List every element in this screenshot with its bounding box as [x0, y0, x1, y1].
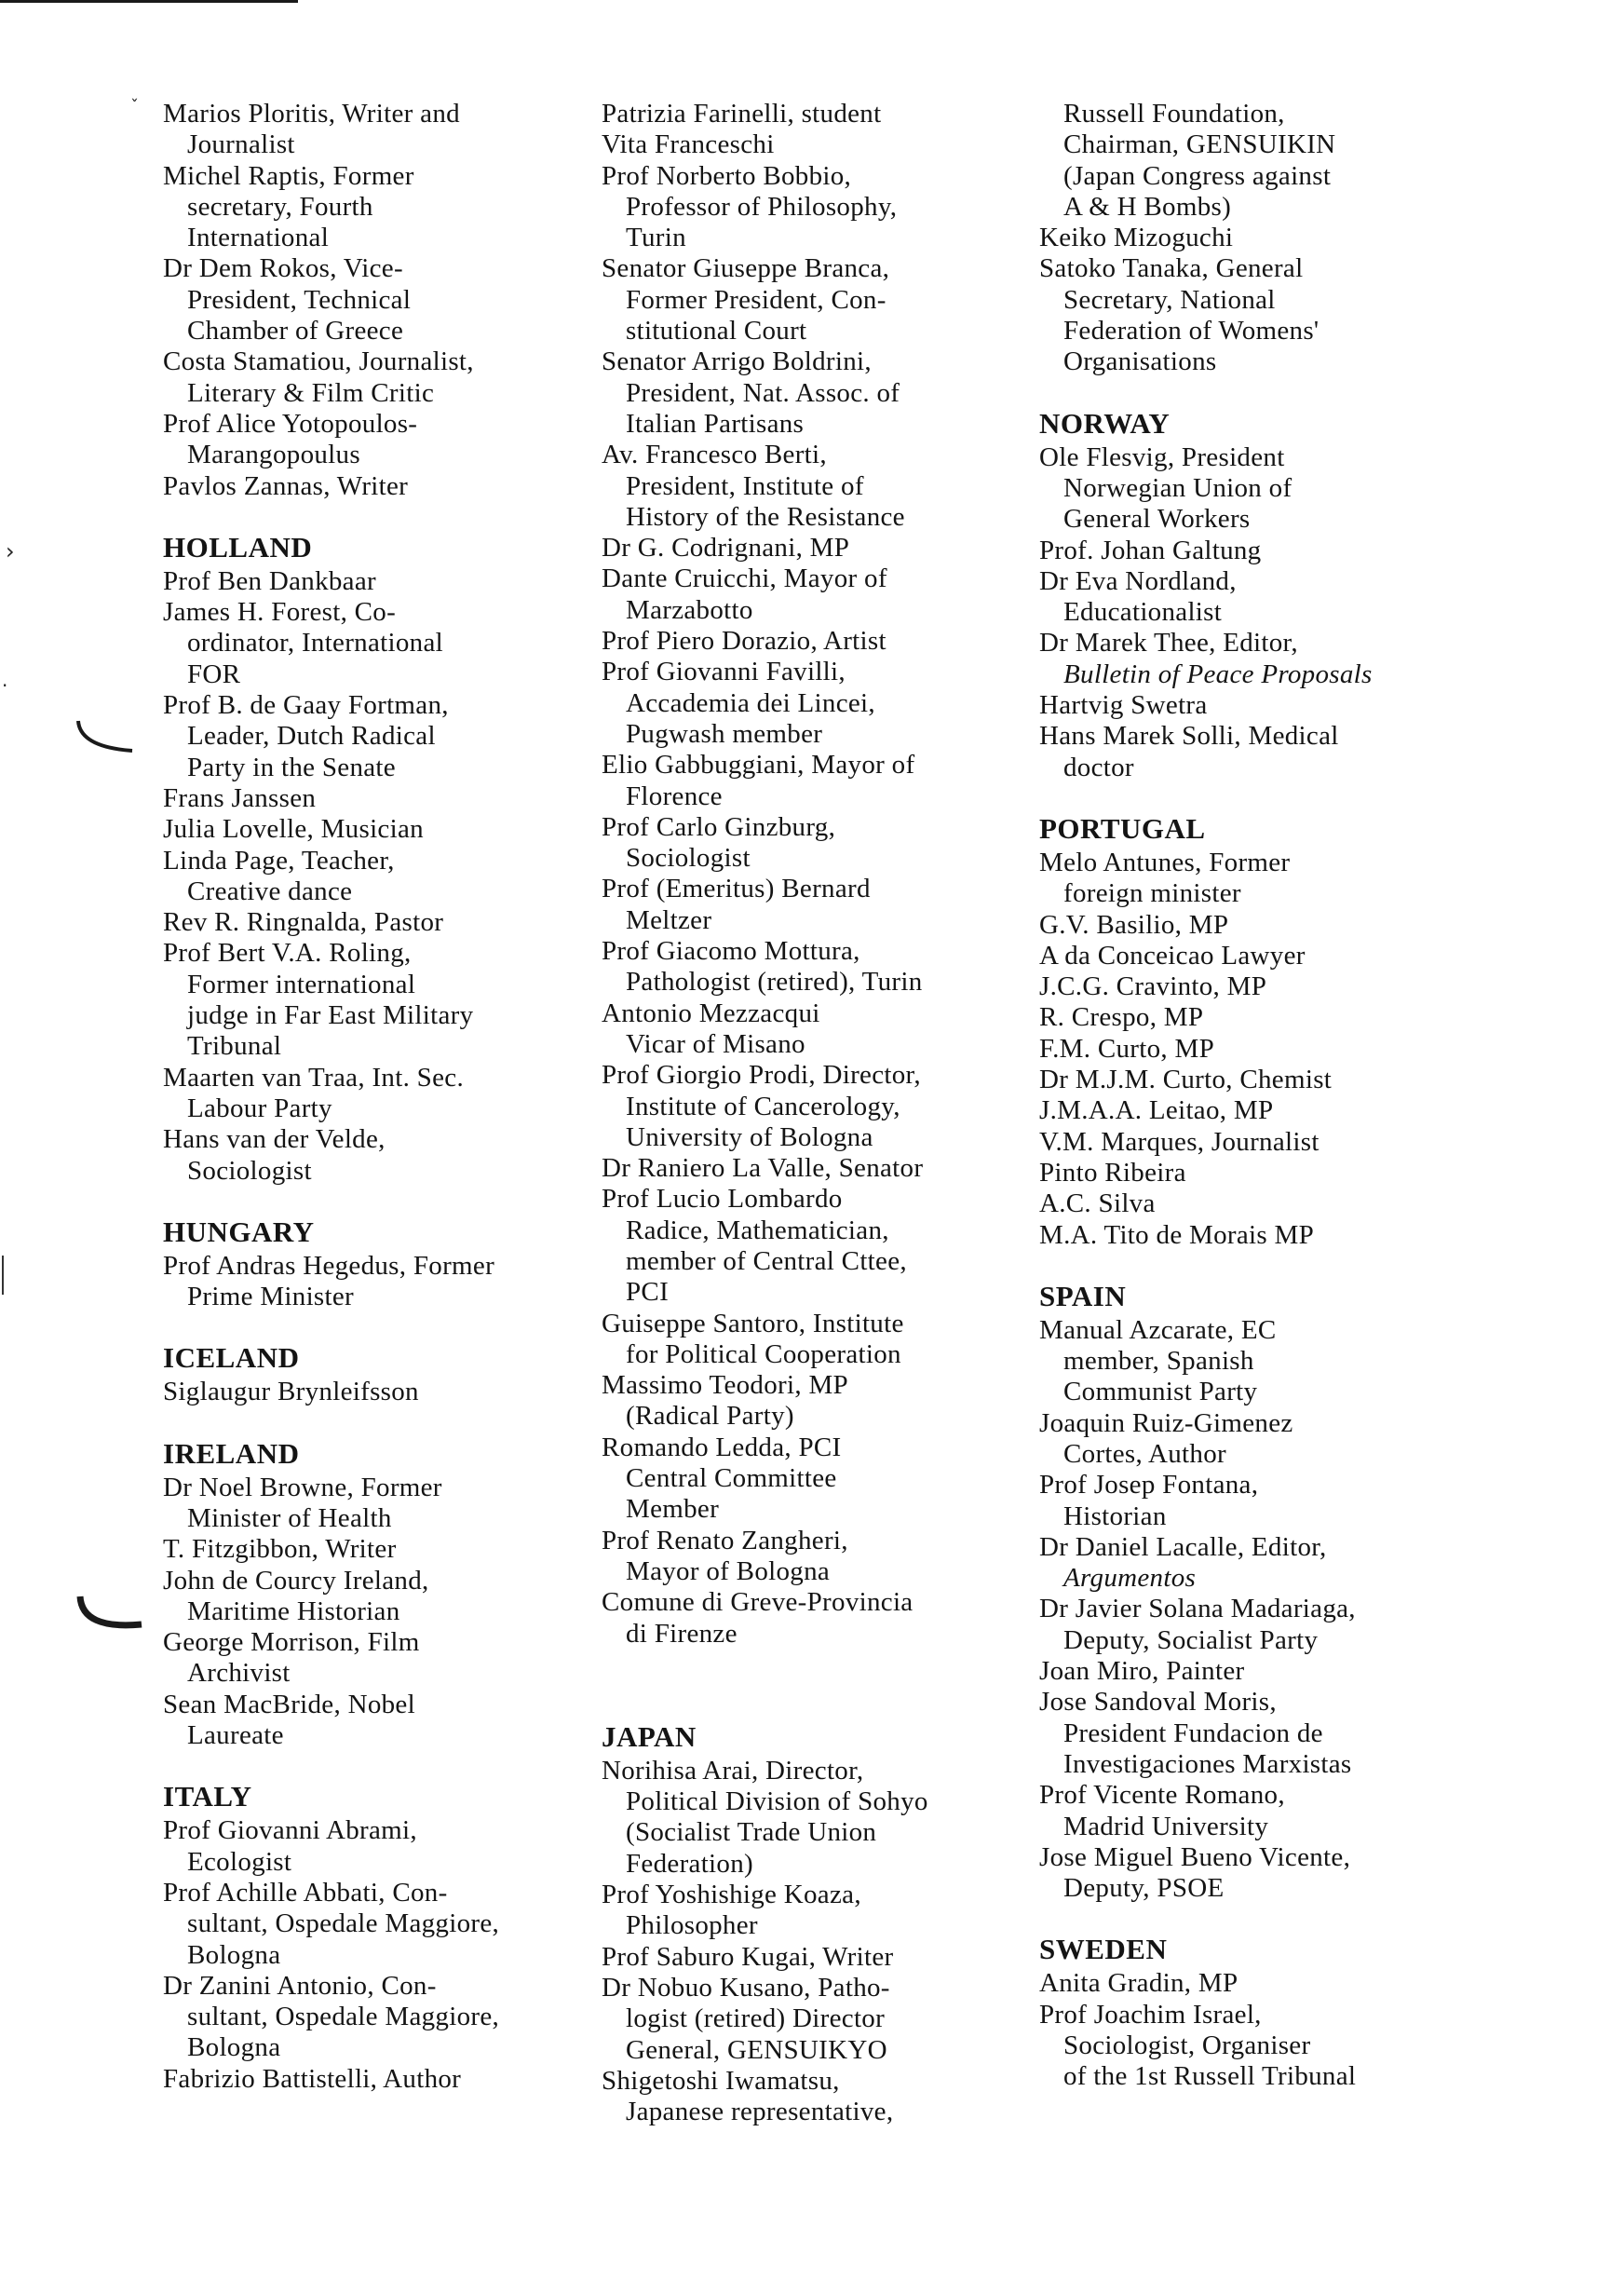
country-heading: HUNGARY — [163, 1215, 315, 1248]
signatory-name-line: Hans van der Velde, — [163, 1124, 386, 1155]
signatory-entry — [163, 1377, 577, 1407]
signatory-detail-line: Mayor of Bologna — [626, 1555, 831, 1586]
signatory-detail-line: foreign minister — [1063, 878, 1241, 909]
signatory-entry — [602, 1184, 1016, 1308]
signatory-name-line: Costa Stamatiou, Journalist, — [163, 346, 474, 377]
signatory-name-line: Dr G. Codrignani, MP — [602, 533, 850, 564]
signatory-detail-line: Historian — [1063, 1501, 1167, 1531]
signatory-detail-line: (Socialist Trade Union — [626, 1817, 877, 1848]
signatory-name-line: Elio Gabbuggiani, Mayor of — [602, 750, 915, 781]
signatory-detail-line: Deputy, PSOE — [1063, 1873, 1225, 1904]
signatory-detail-line: University of Bologna — [626, 1121, 873, 1152]
signatory-name-line: Dr M.J.M. Curto, Chemist — [1039, 1065, 1333, 1095]
margin-rule — [2, 1256, 4, 1295]
signatory-entry — [163, 1251, 577, 1313]
signatory-entry — [1039, 941, 1449, 971]
signatory-entry — [163, 99, 577, 161]
signatory-name-line: J.M.A.A. Leitao, MP — [1039, 1095, 1274, 1126]
signatory-name-line: Senator Giuseppe Branca, — [602, 253, 890, 284]
signatory-name-line: Dr Javier Solana Madariaga, — [1039, 1594, 1356, 1624]
signatory-detail-line: Leader, Dutch Radical — [187, 721, 436, 752]
signatory-entry — [602, 1309, 1016, 1371]
signatory-entry — [602, 1526, 1016, 1588]
signatory-entry — [163, 907, 577, 938]
signatory-entry — [163, 1627, 577, 1690]
signatory-entry — [602, 1060, 1016, 1153]
signatory-detail-line: Ecologist — [187, 1846, 292, 1877]
signatory-detail-line: for Political Cooperation — [626, 1338, 901, 1369]
signatory-entry — [163, 846, 577, 908]
signatory-name-line: Satoko Tanaka, General — [1039, 253, 1304, 284]
signatory-entry — [602, 1153, 1016, 1184]
signatory-name-line: Melo Antunes, Former — [1039, 847, 1291, 877]
signatory-name-line: Dr Raniero La Valle, Senator — [602, 1153, 924, 1184]
signatory-name-line: Comune di Greve-Provincia — [602, 1587, 914, 1618]
signatory-entry — [1039, 721, 1449, 783]
signatory-detail-line: judge in Far East Military — [187, 1000, 474, 1031]
signatory-detail-line: of the 1st Russell Tribunal — [1063, 2061, 1357, 2092]
signatory-entry — [602, 1587, 1016, 1650]
signatory-entry — [602, 657, 1016, 750]
signatory-detail-line: A & H Bombs) — [1063, 191, 1232, 222]
signatory-name-line: Prof Norberto Bobbio, — [602, 160, 852, 191]
signatory-detail-line: Florence — [626, 781, 723, 811]
section-portugal — [1039, 812, 1449, 1251]
signatory-name-line: Pavlos Zannas, Writer — [163, 470, 409, 501]
signatory-entry — [1039, 1687, 1449, 1780]
signatory-detail-line: Laureate — [187, 1720, 284, 1751]
signatory-detail-line: Minister of Health — [187, 1502, 392, 1533]
signatory-name-line: Vita Franceschi — [602, 129, 775, 160]
signatory-detail-line: Educationalist — [1063, 597, 1223, 628]
signatory-name-line: Prof Ben Dankbaar — [163, 565, 376, 596]
signatory-entry — [602, 2066, 1016, 2128]
signatory-entry — [1039, 566, 1449, 629]
signatory-detail-line: Turin — [626, 223, 686, 253]
signatory-detail-line: Former President, Con- — [626, 284, 886, 315]
signatory-detail-line: Italian Partisans — [626, 408, 805, 439]
signatory-entry — [602, 1370, 1016, 1433]
country-heading: HOLLAND — [163, 530, 313, 564]
signatory-name-line: Keiko Mizoguchi — [1039, 223, 1234, 253]
country-heading: ICELAND — [163, 1341, 300, 1375]
signatory-entry — [602, 936, 1016, 998]
signatory-name-line: Prof Carlo Ginzburg, — [602, 811, 836, 842]
signatory-name-line: Michel Raptis, Former — [163, 160, 414, 191]
signatory-entry — [1039, 223, 1449, 253]
signatory-entry — [602, 1433, 1016, 1526]
section-ireland — [163, 1437, 577, 1752]
signatory-entry — [163, 2064, 577, 2095]
signatory-detail-line: International — [187, 223, 330, 253]
signatory-name-line: Prof Bert V.A. Roling, — [163, 938, 412, 969]
signatory-name-line: Frans Janssen — [163, 782, 317, 813]
signatory-detail-line: President, Technical — [187, 284, 412, 315]
signatory-detail-line: Journalist — [187, 129, 295, 160]
signatory-detail-line: Federation of Womens' — [1063, 316, 1320, 346]
signatory-entry — [163, 597, 577, 690]
signatory-detail-line: Organisations — [1063, 346, 1217, 377]
section-continued — [602, 99, 1016, 1650]
signatory-name-line: A da Conceicao Lawyer — [1039, 940, 1306, 971]
signatory-detail-line: Accademia dei Lincei, — [626, 687, 875, 718]
signatory-detail-line: Chamber of Greece — [187, 316, 404, 346]
signatory-detail-line: Member — [626, 1494, 720, 1525]
signatory-detail-line: Radice, Mathematician, — [626, 1215, 889, 1245]
signatory-entry — [1039, 1127, 1449, 1158]
signatory-entry — [163, 1473, 577, 1535]
signatory-name-line: Prof Josep Fontana, — [1039, 1470, 1259, 1501]
signatory-entry — [602, 161, 1016, 254]
signatory-name-line: Dr Daniel Lacalle, Editor, — [1039, 1531, 1327, 1562]
signatory-name-line: Romando Ledda, PCI — [602, 1432, 842, 1462]
signatory-detail-line: Investigaciones Marxistas — [1063, 1748, 1352, 1779]
signatory-entry — [163, 1566, 577, 1628]
signatory-name-line: Dr Eva Nordland, — [1039, 565, 1237, 596]
signatory-name-line: Av. Francesco Berti, — [602, 440, 827, 470]
signatory-entry — [163, 938, 577, 1062]
signatory-name-line: Siglaugur Brynleifsson — [163, 1377, 419, 1407]
signatory-entry — [602, 1973, 1016, 2066]
signatory-name-line: George Morrison, Film — [163, 1627, 420, 1658]
signatory-entry — [1039, 1470, 1449, 1532]
signatory-entry — [163, 1971, 577, 2064]
signatory-entry — [163, 409, 577, 471]
signatory-name-line: Patrizia Farinelli, student — [602, 99, 882, 129]
signatory-entry — [602, 533, 1016, 564]
signatory-name-line: Prof Giorgio Prodi, Director, — [602, 1060, 921, 1091]
signatory-name-line: Guiseppe Santoro, Institute — [602, 1308, 904, 1338]
signatory-detail-line: Russell Foundation, — [1063, 99, 1285, 129]
signatory-name-line: Dante Cruicchi, Mayor of — [602, 564, 887, 594]
country-heading: IRELAND — [163, 1436, 300, 1470]
signatory-detail-line: Former international — [187, 969, 416, 999]
signatory-detail-line: Bulletin of Peace Proposals — [1063, 659, 1373, 689]
country-heading: PORTUGAL — [1039, 811, 1206, 845]
signatory-detail-line: Secretary, National — [1063, 284, 1276, 315]
signatory-detail-line: General Workers — [1063, 504, 1251, 535]
signatory-name-line: Prof Piero Dorazio, Artist — [602, 626, 886, 657]
signatory-name-line: Prof Achille Abbati, Con- — [163, 1877, 448, 1908]
signatory-entry — [1039, 628, 1449, 690]
signatory-name-line: Prof Alice Yotopoulos- — [163, 408, 418, 439]
signatory-detail-line: General, GENSUIKYO — [626, 2034, 887, 2065]
section-italy — [163, 1780, 577, 2095]
signatory-detail-line: Argumentos — [1063, 1563, 1197, 1594]
signatory-entry — [602, 1756, 1016, 1880]
signatory-name-line: Dr Marek Thee, Editor, — [1039, 628, 1298, 659]
signatory-detail-line: Prime Minister — [187, 1282, 354, 1312]
signatory-name-line: R. Crespo, MP — [1039, 1002, 1204, 1033]
signatory-detail-line: Federation) — [626, 1848, 753, 1879]
signatory-entry — [1039, 99, 1449, 223]
signatory-name-line: Pinto Ribeira — [1039, 1157, 1186, 1188]
country-heading: SPAIN — [1039, 1279, 1127, 1312]
signatory-name-line: Rev R. Ringnalda, Pastor — [163, 907, 444, 938]
signatory-detail-line: Pugwash member — [626, 718, 823, 749]
signatory-name-line: Hans Marek Solli, Medical — [1039, 721, 1339, 752]
scan-mark-tick: › — [6, 538, 15, 564]
signatory-entry — [1039, 1095, 1449, 1126]
signatory-detail-line: Norwegian Union of — [1063, 472, 1292, 503]
signatory-name-line: J.C.G. Cravinto, MP — [1039, 971, 1267, 1002]
signatory-entry — [1039, 536, 1449, 566]
signatory-name-line: Senator Arrigo Boldrini, — [602, 346, 872, 377]
signatory-entry — [602, 440, 1016, 533]
country-heading: ITALY — [163, 1780, 252, 1813]
signatory-entry — [602, 129, 1016, 160]
country-heading: SWEDEN — [1039, 1933, 1168, 1966]
signatory-detail-line: Party in the Senate — [187, 752, 396, 782]
signatory-entry — [1039, 1842, 1449, 1905]
signatory-entry — [602, 1942, 1016, 1973]
signatory-detail-line: Meltzer — [626, 904, 712, 935]
signatory-detail-line: Political Division of Sohyo — [626, 1786, 928, 1817]
signatory-detail-line: Professor of Philosophy, — [626, 191, 898, 222]
signatory-detail-line: sultant, Ospedale Maggiore, — [187, 1908, 500, 1939]
signatory-entry — [1039, 1656, 1449, 1687]
signatory-entry — [1039, 1188, 1449, 1219]
section-norway — [1039, 407, 1449, 783]
signatory-detail-line: ordinator, International — [187, 628, 443, 659]
signatory-entry — [163, 161, 577, 254]
signatory-entry — [1039, 1158, 1449, 1188]
signatory-entry — [163, 783, 577, 814]
signatory-entry — [602, 750, 1016, 812]
signatory-detail-line: Bologna — [187, 2032, 281, 2063]
section-spain — [1039, 1280, 1449, 1905]
signatory-detail-line: History of the Resistance — [626, 501, 905, 532]
signatory-entry — [602, 812, 1016, 875]
signatory-entry — [602, 1880, 1016, 1942]
signatory-detail-line: stitutional Court — [626, 316, 807, 346]
column-1 — [163, 99, 577, 2095]
signatory-entry — [1039, 848, 1449, 910]
signatory-entry — [1039, 253, 1449, 377]
signatory-name-line: Prof (Emeritus) Bernard — [602, 874, 871, 904]
signatory-entry — [163, 1534, 577, 1565]
signatory-entry — [602, 874, 1016, 936]
column-3 — [1039, 99, 1449, 2093]
section-japan — [602, 1720, 1016, 2128]
signatory-detail-line: PCI — [626, 1277, 670, 1308]
signatory-name-line: Linda Page, Teacher, — [163, 845, 395, 876]
signatory-detail-line: Pathologist (retired), Turin — [626, 967, 923, 998]
signatory-detail-line: Sociologist — [187, 1155, 312, 1186]
country-heading: JAPAN — [602, 1719, 697, 1753]
signatory-entry — [163, 566, 577, 597]
signatory-entry — [163, 253, 577, 346]
signatory-entry — [602, 564, 1016, 626]
section-sweden — [1039, 1933, 1449, 2092]
signatory-name-line: Prof Yoshishige Koaza, — [602, 1880, 861, 1910]
signatory-detail-line: Marangopoulus — [187, 440, 360, 470]
signatory-entry — [163, 1690, 577, 1752]
signatory-detail-line: Central Committee — [626, 1463, 837, 1494]
signatory-detail-line: Tribunal — [187, 1031, 282, 1062]
signatory-detail-line: (Japan Congress against — [1063, 160, 1332, 191]
signatory-name-line: Maarten van Traa, Int. Sec. — [163, 1062, 464, 1093]
signatory-name-line: M.A. Tito de Morais MP — [1039, 1219, 1315, 1250]
signatory-entry — [602, 626, 1016, 657]
signatory-name-line: James H. Forest, Co- — [163, 597, 397, 628]
signatory-name-line: Prof Andras Hegedus, Former — [163, 1250, 495, 1281]
signatory-name-line: Dr Noel Browne, Former — [163, 1472, 442, 1502]
signatory-detail-line: Japanese representative, — [626, 2097, 894, 2127]
signatory-detail-line: Philosopher — [626, 1910, 758, 1941]
signatory-name-line: V.M. Marques, Journalist — [1039, 1126, 1320, 1157]
signatory-name-line: John de Courcy Ireland, — [163, 1565, 429, 1596]
scan-mark-top: ˇ — [130, 97, 139, 116]
signatory-detail-line: sultant, Ospedale Maggiore, — [187, 2002, 500, 2032]
signatory-name-line: Prof Lucio Lombardo — [602, 1184, 843, 1215]
signatory-detail-line: (Radical Party) — [626, 1401, 794, 1432]
signatory-entry — [163, 1815, 577, 1878]
signatory-entry — [1039, 1220, 1449, 1251]
signatory-entry — [1039, 1780, 1449, 1842]
signatory-entry — [602, 99, 1016, 129]
section-iceland — [163, 1341, 577, 1407]
signatory-detail-line: Chairman, GENSUIKIN — [1063, 129, 1336, 160]
signatory-entry — [1039, 971, 1449, 1002]
signatory-detail-line: Bologna — [187, 1939, 281, 1970]
top-rule — [0, 0, 298, 3]
signatory-detail-line: logist (retired) Director — [626, 2003, 886, 2034]
signatory-name-line: G.V. Basilio, MP — [1039, 909, 1229, 940]
signatory-entry — [602, 346, 1016, 440]
signatory-entry — [1039, 1002, 1449, 1033]
signatory-name-line: Jose Miguel Bueno Vicente, — [1039, 1841, 1351, 1872]
signatory-detail-line: Literary & Film Critic — [187, 377, 435, 408]
signatory-entry — [602, 253, 1016, 346]
signatory-entry — [163, 471, 577, 502]
signatory-detail-line: Communist Party — [1063, 1377, 1258, 1407]
signatory-entry — [1039, 1532, 1449, 1595]
signatory-entry — [1039, 2000, 1449, 2093]
signatory-detail-line: Creative dance — [187, 876, 353, 906]
signatory-entry — [1039, 1065, 1449, 1095]
signatory-name-line: A.C. Silva — [1039, 1188, 1156, 1219]
signatory-detail-line: Cortes, Author — [1063, 1438, 1226, 1469]
signatory-detail-line: President, Institute of — [626, 470, 864, 501]
section-hungary — [163, 1215, 577, 1313]
signatory-name-line: Manual Azcarate, EC — [1039, 1314, 1277, 1345]
signatory-entry — [163, 814, 577, 845]
signatory-name-line: Dr Zanini Antonio, Con- — [163, 1970, 437, 2001]
signatory-name-line: Prof Giovanni Favilli, — [602, 657, 846, 687]
signatory-detail-line: member of Central Cttee, — [626, 1245, 907, 1276]
signatory-name-line: Joan Miro, Painter — [1039, 1656, 1245, 1687]
signatory-entry — [1039, 1034, 1449, 1065]
signatory-name-line: Hartvig Swetra — [1039, 690, 1208, 721]
signatory-detail-line: Sociologist — [626, 843, 751, 874]
signatory-name-line: Sean MacBride, Nobel — [163, 1689, 415, 1719]
signatory-detail-line: President Fundacion de — [1063, 1718, 1323, 1748]
signatory-detail-line: doctor — [1063, 752, 1134, 782]
signatory-name-line: T. Fitzgibbon, Writer — [163, 1534, 397, 1565]
signatory-entry — [1039, 1408, 1449, 1471]
signatory-detail-line: Vicar of Misano — [626, 1028, 805, 1059]
signatory-name-line: Prof Renato Zangheri, — [602, 1525, 848, 1555]
signatory-detail-line: di Firenze — [626, 1618, 738, 1649]
signatory-entry — [1039, 910, 1449, 941]
country-heading: NORWAY — [1039, 406, 1171, 440]
signatory-name-line: Prof Saburo Kugai, Writer — [602, 1941, 894, 1972]
signatory-name-line: Prof B. de Gaay Fortman, — [163, 690, 449, 721]
signatory-name-line: Prof Joachim Israel, — [1039, 1999, 1262, 2030]
column-2 — [602, 99, 1016, 2127]
bracket-mark-holland — [74, 719, 136, 756]
signatory-detail-line: Deputy, Socialist Party — [1063, 1624, 1319, 1655]
signatory-name-line: Norihisa Arai, Director, — [602, 1755, 864, 1786]
signatory-name-line: Antonio Mezzacqui — [602, 998, 820, 1028]
section-continued — [1039, 99, 1449, 378]
signatory-name-line: Dr Dem Rokos, Vice- — [163, 253, 403, 284]
signatory-detail-line: secretary, Fourth — [187, 191, 373, 222]
signatory-name-line: Jose Sandoval Moris, — [1039, 1687, 1277, 1718]
signatory-entry — [163, 1124, 577, 1187]
signatory-name-line: Anita Gradin, MP — [1039, 1968, 1238, 1999]
signatory-name-line: Julia Lovelle, Musician — [163, 814, 424, 845]
signatory-entry — [1039, 1315, 1449, 1408]
signatory-entry — [163, 1878, 577, 1971]
signatory-name-line: Dr Nobuo Kusano, Patho- — [602, 1972, 890, 2003]
signatory-name-line: Shigetoshi Iwamatsu, — [602, 2065, 840, 2096]
signatory-entry — [1039, 1594, 1449, 1656]
signatory-detail-line: member, Spanish — [1063, 1346, 1254, 1377]
bracket-mark-ireland — [74, 1593, 145, 1639]
signatory-detail-line: President, Nat. Assoc. of — [626, 377, 900, 408]
signatory-entry — [163, 690, 577, 783]
signatory-name-line: Prof Giacomo Mottura, — [602, 936, 860, 967]
signatory-detail-line: Madrid University — [1063, 1811, 1269, 1841]
signatory-name-line: Marios Ploritis, Writer and — [163, 99, 460, 129]
signatory-detail-line: Sociologist, Organiser — [1063, 2030, 1311, 2061]
signatory-detail-line: Maritime Historian — [187, 1596, 400, 1626]
section-holland — [163, 531, 577, 1187]
signatory-detail-line: Marzabotto — [626, 594, 753, 625]
section-continued — [163, 99, 577, 502]
signatory-name-line: Joaquin Ruiz-Gimenez — [1039, 1407, 1293, 1438]
signatory-name-line: Massimo Teodori, MP — [602, 1370, 848, 1401]
signatory-entry — [1039, 1968, 1449, 1999]
signatory-name-line: Prof. Johan Galtung — [1039, 535, 1262, 565]
signatory-detail-line: Labour Party — [187, 1093, 332, 1123]
signatory-entry — [163, 1063, 577, 1125]
signatory-entry — [163, 346, 577, 409]
scan-mark-dot: · — [2, 674, 8, 697]
signatory-entry — [1039, 690, 1449, 721]
signatory-name-line: Fabrizio Battistelli, Author — [163, 2063, 462, 2094]
signatory-detail-line: FOR — [187, 659, 241, 689]
signatory-entry — [1039, 442, 1449, 536]
signatory-name-line: Ole Flesvig, President — [1039, 441, 1285, 472]
signatory-name-line: F.M. Curto, MP — [1039, 1033, 1215, 1064]
signatory-detail-line: Institute of Cancerology, — [626, 1091, 900, 1121]
signatory-entry — [602, 998, 1016, 1061]
signatory-name-line: Prof Giovanni Abrami, — [163, 1815, 417, 1846]
signatory-name-line: Prof Vicente Romano, — [1039, 1780, 1285, 1811]
signatory-detail-line: Archivist — [187, 1658, 291, 1689]
